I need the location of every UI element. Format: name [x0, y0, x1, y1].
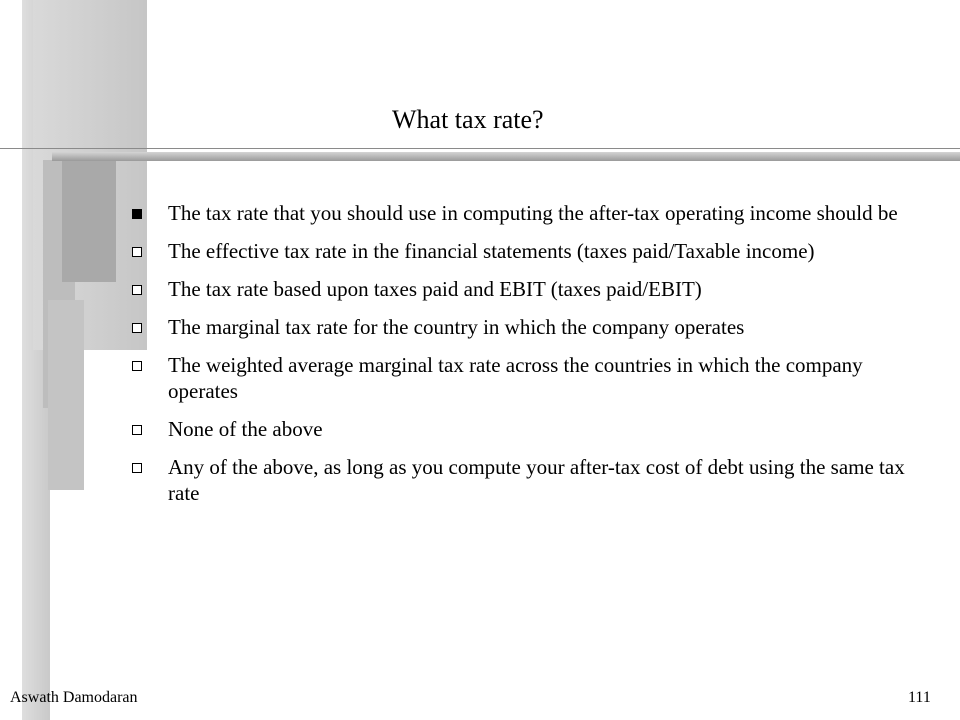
list-item-text: The weighted average marginal tax rate across the countries in which the company operates — [168, 353, 863, 403]
decorative-bar-inner — [62, 160, 116, 282]
hollow-square-bullet-icon — [132, 323, 142, 333]
list-item-text: The tax rate based upon taxes paid and EBIT (taxes paid/EBIT) — [168, 277, 702, 301]
bullet-list — [130, 200, 920, 518]
list-item — [130, 454, 920, 506]
slide-title: What tax rate? — [392, 105, 544, 134]
list-item — [130, 200, 920, 226]
list-item-text: The tax rate that you should use in computing the after-tax operating income should be — [168, 201, 898, 225]
title-divider-bar — [52, 152, 960, 161]
hollow-square-bullet-icon — [132, 425, 142, 435]
list-item — [130, 416, 920, 442]
list-item — [130, 352, 920, 404]
hollow-square-bullet-icon — [132, 463, 142, 473]
page-number: 111 — [908, 689, 931, 706]
list-item-text: The marginal tax rate for the country in which the company operates — [168, 315, 745, 339]
list-item-text: None of the above — [168, 417, 323, 441]
list-item — [130, 314, 920, 340]
decorative-bar-low — [48, 300, 84, 490]
filled-square-bullet-icon — [132, 209, 142, 219]
list-item — [130, 276, 920, 302]
list-item — [130, 238, 920, 264]
list-item-text: Any of the above, as long as you compute your after-tax cost of debt using the same tax rate — [168, 455, 905, 505]
hollow-square-bullet-icon — [132, 247, 142, 257]
title-divider-thin — [0, 148, 960, 149]
list-item-text: The effective tax rate in the financial statements (taxes paid/Taxable income) — [168, 239, 815, 263]
hollow-square-bullet-icon — [132, 361, 142, 371]
footer-author: Aswath Damodaran — [10, 689, 138, 706]
hollow-square-bullet-icon — [132, 285, 142, 295]
